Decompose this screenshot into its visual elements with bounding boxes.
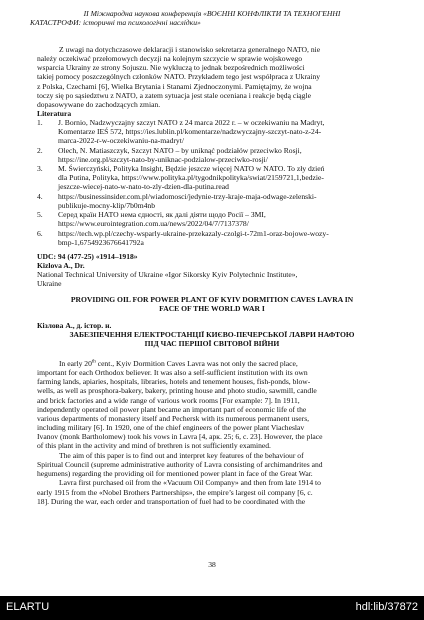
- page-number: 38: [208, 560, 216, 569]
- text-line: należy oczekiwać przełomowych decyzji na kolejnym szczycie w sprawie wojskowego: [37, 54, 303, 63]
- text-line: z Polska, Czechami [6], Wielka Brytania i Stanami Zjednoczonymi. Pamiętajmy, że wojna: [37, 82, 312, 91]
- text-line: toczy się po sąsiedztwu z NATO, a zatem sytuacja jest stale oceniana i reakcje będą ciągle: [37, 91, 311, 100]
- ref-line: https://www.eurointegration.com.ua/news/2022/04/7/7137378/: [58, 219, 249, 228]
- ref-number: 3.: [37, 164, 43, 173]
- ref-line: J. Bornio, Nadzwyczajny szczyt NATO z 24 marca 2022 r. – w oczekiwaniu na Madryt,: [58, 118, 325, 127]
- ref-line: https://tech.wp.pl/czechy-wsparly-ukraine-przekazaly-czolgi-t-72m1-oraz-bojowe-wozy-: [58, 229, 329, 238]
- text-line: Z uwagi na dotychczasowe deklaracji i stanowisko sekretarza generalnego NATO, nie: [59, 45, 321, 54]
- handle-identifier: hdl:lib/37872: [355, 601, 418, 613]
- udc-code: UDC: 94 (477-25) «1914–1918»: [37, 252, 138, 261]
- ref-number: 1.: [37, 118, 43, 127]
- ref-number: 2.: [37, 146, 43, 155]
- conference-header-line-1: ІІ Міжнародна наукова конференція «ВОЄННІ КОНФЛІКТИ ТА ТЕХНОГЕННІ: [83, 9, 341, 18]
- repository-footer-bar: [0, 596, 424, 620]
- conference-header-line-2: КАТАСТРОФИ: історичні та психологічні наслідки»: [30, 18, 201, 27]
- ref-line: jeszcze-wiecej-nato-w-nato-to-zly-dzien-dla-putina.read: [58, 182, 229, 191]
- article-title-ua-line-2: ПІД ЧАС ПЕРШОЇ СВІТОВОЇ ВІЙНИ: [144, 339, 280, 348]
- author-name: Kizlova A., Dr.: [37, 261, 85, 270]
- repository-name: ELARTU: [6, 601, 50, 613]
- superscript: th: [91, 359, 96, 365]
- text-line: and brick factories and a wide range of various work rooms [For example: 7]. In 1911,: [37, 396, 300, 405]
- literature-heading: Literatura: [37, 109, 72, 118]
- article-title-en-line-2: FACE OF THE WORLD WAR I: [159, 304, 265, 313]
- text-line: Lavra first purchased oil from the «Vacuum Oil Company» and then from late 1914 to: [59, 478, 321, 487]
- ref-line: dla Putina, Polityka, https://www.polityka.pl/tygodnikpolityka/swiat/2159721,1,bedzie-: [58, 173, 324, 182]
- text-line: wells, as well as prosphora-bakery, bakery, printing house and photo studio, sawmill, candle: [37, 386, 317, 395]
- text-line: The aim of this paper is to find out and interpret key features of the behaviour of: [59, 451, 304, 460]
- text-line: including military [6]. In 1920, one of the chief engineers of the power plant Viacheslav: [37, 423, 305, 432]
- ref-number: 4.: [37, 192, 43, 201]
- text-line: early 1915 from the «Nobel Brothers Partnerships», the empire’s largest oil company [6, с.: [37, 488, 313, 497]
- author-name-ua: Кізлова А., д. істор. н.: [37, 321, 112, 330]
- ref-line: Серед країн НАТО нема єдності, як далі діяти щодо Росії – ЗМІ,: [58, 210, 266, 219]
- text-line: Spiritual Council (supreme administrative authority of Lavra consisting of archimandrites and: [37, 460, 323, 469]
- text-line: takiej pomocy poszczególnych członków NATO. Przykładem tego jest współpraca z Ukrainy: [37, 72, 321, 81]
- article-title-en-line-1: PROVIDING OIL FOR POWER PLANT OF KYIV DORMITION CAVES LAVRA IN: [70, 295, 354, 304]
- ref-line: M. Świerczyński, Polityka Insight, Będzie jeszcze więcej NATO w NATO. To zły dzień: [58, 164, 325, 173]
- text-line: various departments of monastery itself and Pechersk with its numerous permanent users,: [37, 414, 310, 423]
- ref-line: marca-2022-r-w-oczekiwaniu-na-madryt/: [58, 136, 184, 145]
- text-line: of this plant in the activity and mind of brethren is not sufficiently examined.: [37, 441, 271, 450]
- affiliation-line: Ukraine: [37, 279, 62, 288]
- ref-line: publikuje-mocny-klip/7b0m4nb: [58, 201, 156, 210]
- text-segment: In early 20: [59, 359, 92, 368]
- ref-number: 6.: [37, 229, 43, 238]
- text-line: hegumens) regarding the providing oil for mentioned power plant in face of the Great War.: [37, 469, 313, 478]
- text-line: 18]. During the war, each order and transportation of fuel had to be coordinated with the: [37, 497, 306, 506]
- text-line: farming lands, apiaries, hospitals, libraries, hotels and tenement houses, fish-ponds, blow-: [37, 377, 311, 386]
- text-segment: cent., Kyiv Dormition Caves Lavra was not only the sacred place,: [95, 359, 298, 368]
- ref-line: bmp-1,6754923676641792a: [58, 238, 144, 247]
- text-line: Ivanov (monk Bartholomew) took his vows in Lavra [4, арк. 25; 6, с. 23]. However, the place: [37, 432, 323, 441]
- article-title-ua-line-1: ЗАБЕЗПЕЧЕННЯ ЕЛЕКТРОСТАНЦІЇ КИЄВО-ПЕЧЕРСЬКОЇ ЛАВРИ НАФТОЮ: [69, 330, 355, 339]
- ref-line: https://ine.org.pl/szczyt-nato-by-uniknac-podzialow-przeciwko-rosji/: [58, 155, 268, 164]
- text-line: dopasowywane do zachodzących zmian.: [37, 100, 161, 109]
- ref-line: https://businessinsider.com.pl/wiadomosci/jedynie-trzy-kraje-maja-odwage-zelenski-: [58, 192, 317, 201]
- ref-line: Komentarze IEŚ 572, https://ies.lublin.pl/komentarze/nadzwyczajny-szczyt-nato-z-24-: [58, 127, 322, 136]
- ref-line: Olech, N. Matiaszczyk, Szczyt NATO – by uniknąć podziałów przeciwko Rosji,: [58, 146, 302, 155]
- text-line: wsparcia Ukrainy ze strony Sojuszu. Nie wykluczą to jednak bezpośrednich możliwości: [37, 63, 305, 72]
- ref-number: 5.: [37, 210, 43, 219]
- text-line: [59, 359, 298, 368]
- text-line: important for each Orthodox believer. It was also a self-sufficient institution with its own: [37, 368, 308, 377]
- affiliation-line: National Technical University of Ukraine «Igor Sikorsky Kyiv Polytechnic Institute»,: [37, 270, 298, 279]
- text-line: independently operated oil power plant became an important part of economic life of the: [37, 405, 307, 414]
